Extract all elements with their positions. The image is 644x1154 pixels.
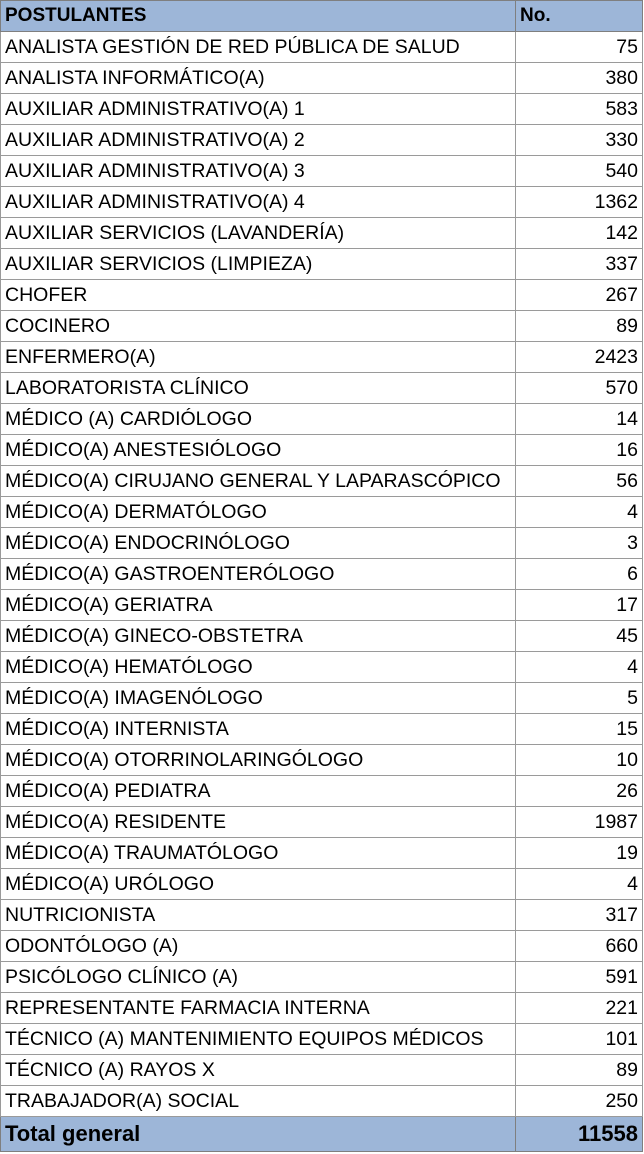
applicant-count: 337 [516, 249, 643, 280]
applicant-count: 4 [516, 652, 643, 683]
position-name: TÉCNICO (A) MANTENIMIENTO EQUIPOS MÉDICOS [1, 1024, 516, 1055]
table-row [1, 528, 643, 559]
applicant-count: 5 [516, 683, 643, 714]
position-name: TRABAJADOR(A) SOCIAL [1, 1086, 516, 1117]
applicant-count: 380 [516, 63, 643, 94]
position-name: MÉDICO(A) HEMATÓLOGO [1, 652, 516, 683]
table-row [1, 931, 643, 962]
position-name: MÉDICO(A) DERMATÓLOGO [1, 497, 516, 528]
table-row [1, 652, 643, 683]
header-row [1, 1, 643, 32]
table-row [1, 466, 643, 497]
position-name: CHOFER [1, 280, 516, 311]
table-row [1, 993, 643, 1024]
table-row [1, 714, 643, 745]
applicant-count: 221 [516, 993, 643, 1024]
position-name: ANALISTA INFORMÁTICO(A) [1, 63, 516, 94]
total-count: 11558 [516, 1117, 643, 1152]
table-row [1, 156, 643, 187]
applicant-count: 10 [516, 745, 643, 776]
applicant-count: 17 [516, 590, 643, 621]
table-row [1, 1055, 643, 1086]
table-row [1, 745, 643, 776]
position-name: AUXILIAR SERVICIOS (LIMPIEZA) [1, 249, 516, 280]
applicant-count: 2423 [516, 342, 643, 373]
table-row [1, 838, 643, 869]
table-row [1, 94, 643, 125]
position-name: COCINERO [1, 311, 516, 342]
table-row [1, 32, 643, 63]
position-name: MÉDICO(A) IMAGENÓLOGO [1, 683, 516, 714]
position-name: MÉDICO(A) OTORRINOLARINGÓLOGO [1, 745, 516, 776]
position-name: MÉDICO(A) ENDOCRINÓLOGO [1, 528, 516, 559]
position-name: MÉDICO(A) GASTROENTERÓLOGO [1, 559, 516, 590]
table-row [1, 1086, 643, 1117]
applicant-count: 45 [516, 621, 643, 652]
table-row [1, 683, 643, 714]
position-name: MÉDICO (A) CARDIÓLOGO [1, 404, 516, 435]
applicant-count: 89 [516, 1055, 643, 1086]
position-name: ANALISTA GESTIÓN DE RED PÚBLICA DE SALUD [1, 32, 516, 63]
table-row [1, 776, 643, 807]
applicant-count: 19 [516, 838, 643, 869]
position-name: PSICÓLOGO CLÍNICO (A) [1, 962, 516, 993]
header-count: No. [516, 1, 643, 32]
applicant-count: 75 [516, 32, 643, 63]
position-name: MÉDICO(A) GINECO-OBSTETRA [1, 621, 516, 652]
position-name: AUXILIAR SERVICIOS (LAVANDERÍA) [1, 218, 516, 249]
table-row [1, 125, 643, 156]
position-name: LABORATORISTA CLÍNICO [1, 373, 516, 404]
position-name: REPRESENTANTE FARMACIA INTERNA [1, 993, 516, 1024]
table-row [1, 807, 643, 838]
applicant-count: 4 [516, 869, 643, 900]
table-row [1, 497, 643, 528]
position-name: AUXILIAR ADMINISTRATIVO(A) 2 [1, 125, 516, 156]
applicant-count: 250 [516, 1086, 643, 1117]
applicant-count: 3 [516, 528, 643, 559]
position-name: MÉDICO(A) TRAUMATÓLOGO [1, 838, 516, 869]
applicant-count: 26 [516, 776, 643, 807]
table-row [1, 435, 643, 466]
applicant-count: 101 [516, 1024, 643, 1055]
applicant-count: 267 [516, 280, 643, 311]
table-row [1, 559, 643, 590]
applicant-count: 330 [516, 125, 643, 156]
applicant-count: 56 [516, 466, 643, 497]
position-name: AUXILIAR ADMINISTRATIVO(A) 4 [1, 187, 516, 218]
position-name: MÉDICO(A) GERIATRA [1, 590, 516, 621]
applicant-count: 14 [516, 404, 643, 435]
table-row [1, 1024, 643, 1055]
applicant-count: 6 [516, 559, 643, 590]
total-row [1, 1117, 643, 1152]
total-label: Total general [1, 1117, 516, 1152]
position-name: NUTRICIONISTA [1, 900, 516, 931]
table-row [1, 280, 643, 311]
applicant-count: 142 [516, 218, 643, 249]
table-row [1, 249, 643, 280]
position-name: MÉDICO(A) INTERNISTA [1, 714, 516, 745]
applicant-count: 15 [516, 714, 643, 745]
table-row [1, 373, 643, 404]
position-name: AUXILIAR ADMINISTRATIVO(A) 1 [1, 94, 516, 125]
table-row [1, 218, 643, 249]
table-row [1, 900, 643, 931]
position-name: TÉCNICO (A) RAYOS X [1, 1055, 516, 1086]
position-name: AUXILIAR ADMINISTRATIVO(A) 3 [1, 156, 516, 187]
table-row [1, 187, 643, 218]
applicant-count: 317 [516, 900, 643, 931]
applicant-count: 89 [516, 311, 643, 342]
table-row [1, 342, 643, 373]
position-name: MÉDICO(A) ANESTESIÓLOGO [1, 435, 516, 466]
applicant-count: 16 [516, 435, 643, 466]
applicant-count: 4 [516, 497, 643, 528]
applicant-count: 583 [516, 94, 643, 125]
position-name: MÉDICO(A) PEDIATRA [1, 776, 516, 807]
position-name: MÉDICO(A) CIRUJANO GENERAL Y LAPARASCÓPICO [1, 466, 516, 497]
table-row [1, 311, 643, 342]
applicant-count: 540 [516, 156, 643, 187]
position-name: MÉDICO(A) RESIDENTE [1, 807, 516, 838]
position-name: ENFERMERO(A) [1, 342, 516, 373]
table-row [1, 404, 643, 435]
header-postulantes: POSTULANTES [1, 1, 516, 32]
table-row [1, 962, 643, 993]
table-row [1, 590, 643, 621]
table-row [1, 869, 643, 900]
table-row [1, 63, 643, 94]
table-body [1, 32, 643, 1117]
applicant-count: 570 [516, 373, 643, 404]
applicant-count: 591 [516, 962, 643, 993]
position-name: MÉDICO(A) URÓLOGO [1, 869, 516, 900]
applicant-count: 1987 [516, 807, 643, 838]
applicant-count: 1362 [516, 187, 643, 218]
table-row [1, 621, 643, 652]
position-name: ODONTÓLOGO (A) [1, 931, 516, 962]
applicant-count: 660 [516, 931, 643, 962]
